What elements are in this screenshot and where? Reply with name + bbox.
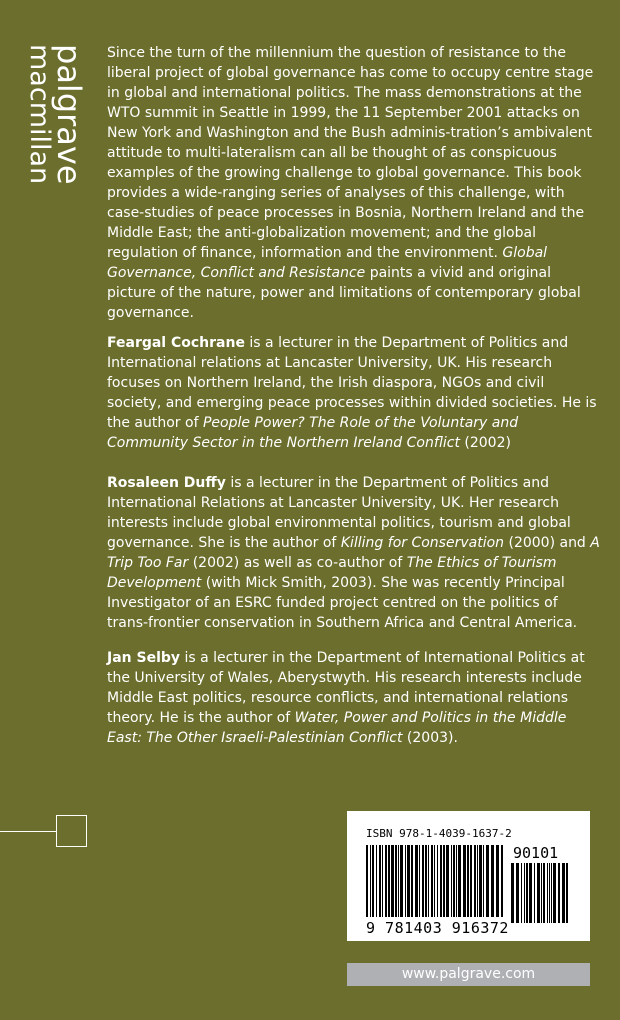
- logo-palgrave: palgrave: [50, 44, 88, 185]
- price-code: 90101: [513, 844, 559, 862]
- author-bio-selby: [107, 648, 601, 748]
- blurb-text-2: paints a vivid and original picture of the nature, power and limitations of contemporary global governance.: [107, 265, 581, 321]
- addon-barcode-bars: [511, 863, 571, 923]
- book-title: People Power? The Role of the Voluntary and Community Sector in the Northern Ireland Conflict: [107, 415, 519, 451]
- author-bio-duffy: [107, 473, 601, 633]
- author-name: Feargal Cochrane: [107, 335, 245, 351]
- book-title: The Ethics of Tourism Development: [107, 555, 557, 591]
- author-bio-cochrane: [107, 333, 601, 453]
- barcode-digits: 9 781403 916372: [366, 919, 509, 937]
- bio-text: is a lecturer in the Department of Politics and International relations at Lancaster University, UK. His research focuses on Northern Ireland, the Irish diaspora, NGOs and civil society, and emerging peace processes within divided societies. He is the author of: [107, 335, 597, 431]
- book-title: A Trip Too Far: [107, 535, 600, 571]
- barcode-bars: [366, 845, 506, 917]
- barcode-panel: [347, 811, 590, 941]
- publisher-logo: [22, 44, 88, 194]
- decorative-square: [56, 815, 87, 847]
- bio-text: (2003).: [402, 730, 458, 746]
- bio-text: is a lecturer in the Department of International Politics at the University of Wales, Aberystwyth. His research interests include Middle East politics, resource conflicts, and international relations theory. He is the author of: [107, 650, 585, 726]
- bio-text: (2002) as well as co-author of: [188, 555, 407, 571]
- book-title: Killing for Conservation: [340, 535, 505, 551]
- book-title: Water, Power and Politics in the Middle East: The Other Israeli-Palestinian Conflict: [107, 710, 567, 746]
- logo-macmillan: macmillan: [24, 44, 55, 185]
- blurb-text-1: Since the turn of the millennium the question of resistance to the liberal project of global governance has come to occupy centre stage in global and international politics. The mass demonstrations at the WTO summit in Seattle in 1999, the 11 September 2001 attacks on New York and Washington and the Bush adminis-tration’s ambivalent attitude to multi-lateralism can all be thought of as conspicuous examples of the growing challenge to global governance. This book provides a wide-ranging series of analyses of this challenge, with case-studies of peace processes in Bosnia, Northern Ireland and the Middle East; the anti-globalization movement; and the global regulation of finance, information and the environment.: [107, 45, 594, 261]
- bio-text: (2000) and: [504, 535, 591, 551]
- book-blurb: [107, 43, 601, 323]
- author-name: Rosaleen Duffy: [107, 475, 226, 491]
- blurb-book-title: Global Governance, Conflict and Resistance: [107, 245, 548, 281]
- bio-text: (with Mick Smith, 2003). She was recently Principal Investigator of an ESRC funded project centred on the politics of trans-frontier conservation in Southern Africa and Central America.: [107, 575, 578, 631]
- website-url[interactable]: www.palgrave.com: [347, 963, 590, 986]
- bio-text: (2002): [459, 435, 511, 451]
- isbn-text: ISBN 978-1-4039-1637-2: [366, 827, 512, 840]
- decorative-line: [0, 831, 56, 832]
- bio-text: is a lecturer in the Department of Politics and International Relations at Lancaster University, UK. Her research interests include global environmental politics, tourism and global governance. She is the author of: [107, 475, 571, 551]
- author-name: Jan Selby: [107, 650, 181, 666]
